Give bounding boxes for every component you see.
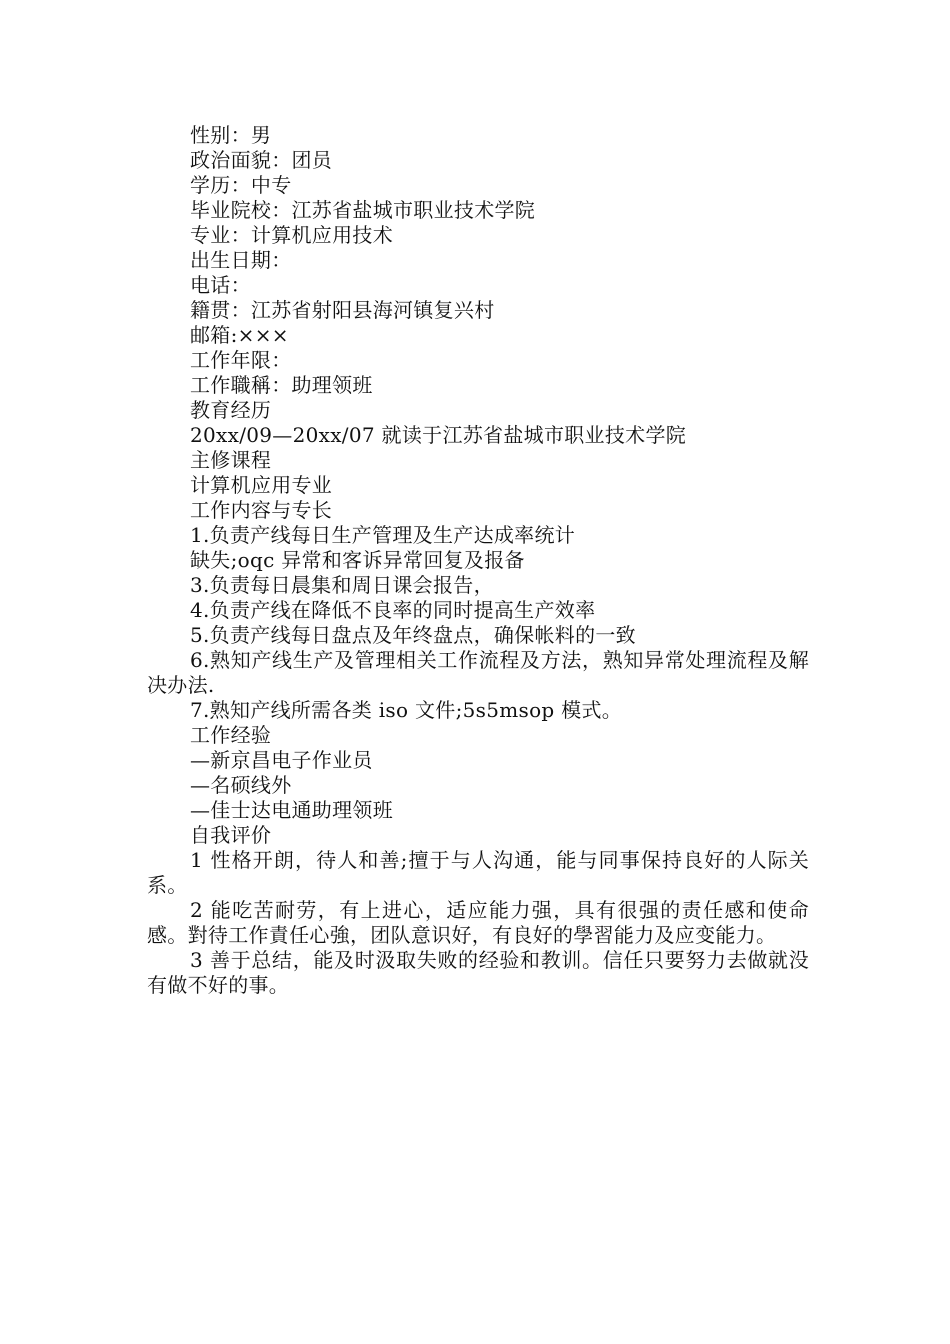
school-line: 毕业院校：江苏省盐城市职业技术学院 [190,198,536,222]
hometown-line: 籍贯：江苏省射阳县海河镇复兴村 [190,298,495,322]
work-item-4: 4.负责产线在降低不良率的同时提高生产效率 [190,598,596,622]
work-years-line: 工作年限： [190,348,292,372]
education-heading: 教育经历 [190,398,272,422]
email-line: 邮箱:××× [190,323,289,347]
self-evaluation-heading: 自我评价 [190,823,272,847]
political-status-line: 政治面貌：团员 [190,148,333,172]
work-item-5: 5.负责产线每日盘点及年终盘点，确保帐料的一致 [190,623,636,647]
education-entry: 20xx/09—20xx/07 就读于江苏省盐城市职业技术学院 [190,423,687,447]
courses-entry: 计算机应用专业 [190,473,333,497]
education-level-line: 学历：中专 [190,173,292,197]
phone-line: 电话： [190,273,251,297]
courses-heading: 主修课程 [190,448,272,472]
self-evaluation-2: 2 能吃苦耐劳，有上进心，适应能力强，具有很强的责任感和使命感。對待工作責任心強，团队意识好，有良好的學習能力及应变能力。 [147,898,809,947]
work-item-3: 3.负责每日晨集和周日课会报告， [190,573,494,597]
work-item-6: 6.熟知产线生产及管理相关工作流程及方法，熟知异常处理流程及解决办法. [147,648,809,697]
experience-item-3: —佳士达电通助理领班 [190,798,393,822]
self-evaluation-3: 3 善于总结，能及时汲取失败的经验和教训。信任只要努力去做就没有做不好的事。 [147,948,809,997]
gender-line: 性别：男 [190,123,272,147]
work-item-1: 1.负责产线每日生产管理及生产达成率统计 [190,523,576,547]
major-line: 专业：计算机应用技术 [190,223,393,247]
experience-item-2: —名硕线外 [190,773,292,797]
self-evaluation-1: 1 性格开朗，待人和善;擅于与人沟通，能与同事保持良好的人际关系。 [147,848,809,897]
resume-body [147,123,809,998]
experience-item-1: —新京昌电子作业员 [190,748,373,772]
experience-heading: 工作经验 [190,723,272,747]
work-content-heading: 工作内容与专长 [190,498,333,522]
birth-date-line: 出生日期： [190,248,292,272]
work-item-7: 7.熟知产线所需各类 iso 文件;5s5msop 模式。 [190,698,623,722]
work-item-2: 缺失;oqc 异常和客诉异常回复及报备 [190,548,525,572]
job-title-line: 工作職稱：助理领班 [190,373,373,397]
